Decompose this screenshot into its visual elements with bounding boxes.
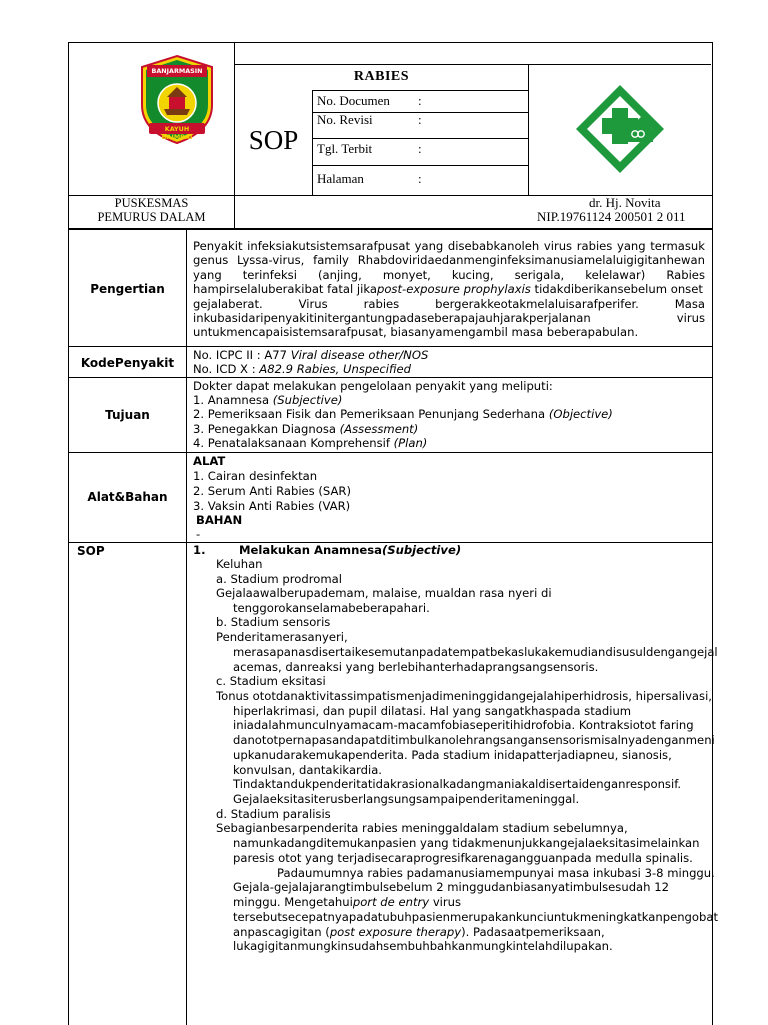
doc-no-label: No. Documen [317,93,390,108]
sop-content-table [68,229,719,1025]
stage-b-text: merasapanasdisertaikesemutanpadatempatbekaslukakemudiandisusuldengangejal [233,645,718,659]
stage-d-text: Gejala-gejalajarangtimbulsebelum 2 minggudanbiasanyatimbulsesudah 12 [233,880,669,894]
alat-item: 2. Serum Anti Rabies (SAR) [193,484,352,498]
logo-text-top: BANJARMASIN [151,67,203,75]
stage-c-text: danototpernapasandapatditimbulkanolehrangsangansensorismisalnyadenganmeni [233,733,715,747]
banjarmasin-logo [137,53,217,145]
pengertian-line: hampirselaluberakibat fatal jikapost-exposure prophylaxis tidakdiberikansebelum onset [193,282,703,297]
step-title: Melakukan Anamnesa(Subjective) [239,543,462,557]
icpc-code: No. ICPC II : A77 Viral disease other/NOS [193,348,429,362]
stage-b-text: Penderitamerasanyeri, [216,630,348,644]
stage-d-text: anpascagigitan (post exposure therapy). Padasaatpemeriksaan, [233,925,605,939]
tujuan-item: 1. Anamnesa (Subjective) [193,393,343,407]
sop-label: SOP [248,125,299,155]
revision-colon: : [418,112,422,127]
pengertian-line: yang terinfeksi (anjing, monyet, kucing, serigala, kelelawar) Rabies [193,267,705,282]
revision-label: No. Revisi [317,112,373,127]
alat-title: ALAT [193,454,226,468]
page-label: Halaman [317,171,364,186]
document-title: RABIES [353,69,410,84]
stage-d-text: Padaumumnya rabies padamanusiamempunyai masa inkubasi 3-8 minggu. [277,866,715,880]
bahan-dash: - [196,527,201,541]
stage-c-text: Gejalaeksitasiterusberlangsungsampaipenderitameninggal. [233,792,580,806]
stage-d-text: tersebutsecepatnyapadatubuhpasienmerupakankunciuntukmeningkatkanpengobat [233,910,719,924]
bahan-title: BAHAN [196,513,243,527]
stage-c-text: Tonus ototdanaktivitassimpatismenjadimeninggidangejalahiperhidrosis, hipersalivasi, [216,689,712,703]
stage-a-text: tenggorokanselamabeberapahari. [233,601,430,615]
stage-b-title: b. Stadium sensoris [216,615,331,629]
tujuan-label: Tujuan [105,408,150,422]
stage-b-text: acemas, danreaksi yang berlebihanterhadaprangsangsensoris. [233,660,599,674]
tujuan-item: 2. Pemeriksaan Fisik dan Pemeriksaan Penunjang Sederhana (Objective) [193,407,613,421]
stage-d-text: Sebagianbesarpenderita rabies meninggaldalam stadium sebelumnya, [216,821,628,835]
pengertian-label: Pengertian [90,282,165,296]
sop-label-cell: SOP [77,544,105,558]
stage-c-text: Tindaktandukpenderitatidakrasionalkadangmaniakaldisertaidenganresponsif. [233,777,682,791]
stage-d-text: namunkadangditemukanpasien yang tidakmenunjukkangejalaeksitasimelainkan [233,836,700,850]
doc-no-colon: : [418,93,422,108]
tujuan-item: 4. Penatalaksanaan Komprehensif (Plan) [193,436,428,450]
stage-a-title: a. Stadium prodromal [216,572,342,586]
pengertian-text [193,239,705,340]
pengertian-line: inkubasidaripenyakitinitergantungpadaseberapajauhjarakperjalanan virus [193,311,705,326]
org-name-line1: PUSKESMAS [114,196,189,210]
stage-c-text: hiperlakrimasi, dan pupil dilatasi. Hal yang sangatkhaspada stadium [233,704,632,718]
signer-nip: NIP.19761124 200501 2 011 [537,209,686,224]
logo-text-bottom: KAYUH BAIMBAI [161,125,193,141]
stage-d-text: paresis otot yang terjadisecaraprogresifkarenagangguanpada medulla spinalis. [233,851,693,865]
org-name-line2: PEMURUS DALAM [97,210,206,224]
stage-c-text: iniadalahmunculnyamacam-macamfobiaseperitihidrofobia. Kontraksiotot faring [233,718,694,732]
alat-bahan-label: Alat&Bahan [87,490,168,504]
stage-d-text: minggu. Mengetahuiport de entry virus [233,895,462,909]
stage-d-title: d. Stadium paralisis [216,807,331,821]
icd-code: No. ICD X : A82.9 Rabies, Unspecified [193,362,411,376]
kode-penyakit-label: KodePenyakit [80,356,175,370]
stage-c-text: konvulsan, dantakikardia. [233,763,382,777]
puskesmas-logo [573,82,667,176]
signer-name: dr. Hj. Novita [589,195,661,210]
page-colon: : [418,171,422,186]
stage-c-text: upkanudarakemukapenderita. Pada stadium inidapatterjadiapneu, sianosis, [233,748,672,762]
issue-date-label: Tgl. Terbit [317,141,373,156]
alat-item: 1. Cairan desinfektan [193,469,318,483]
stage-d-text: lukagigitanmungkinsudahsembuhbahkanmungkintelahdilupakan. [233,939,613,953]
issue-date-colon: : [418,141,422,156]
stage-a-text: Gejalaawalberupademam, malaise, mualdan rasa nyeri di [216,586,552,600]
keluhan-heading: Keluhan [216,557,263,571]
sop-header [68,42,713,229]
pengertian-line: gejalaberat. Virus rabies bergerakkeotakmelaluisarafperifer. Masa [193,296,705,311]
tujuan-intro: Dokter dapat melakukan pengelolaan penyakit yang meliputi: [193,379,553,393]
tujuan-item: 3. Penegakkan Diagnosa (Assessment) [193,422,419,436]
step-number: 1. [193,543,206,557]
pengertian-line: Penyakit infeksiakutsistemsarafpusat yang disebabkanoleh virus rabies yang termasuk [193,239,705,253]
stage-c-title: c. Stadium eksitasi [216,674,326,688]
alat-item: 3. Vaksin Anti Rabies (VAR) [193,499,351,513]
pengertian-line: genus Lyssa-virus, family Rhabdoviridaedanmenginfeksimanusiamelaluigigitanhewan [193,253,705,268]
pengertian-line: untukmencapaisistemsarafpusat, biasanyamengambil masa beberapabulan. [193,325,639,340]
